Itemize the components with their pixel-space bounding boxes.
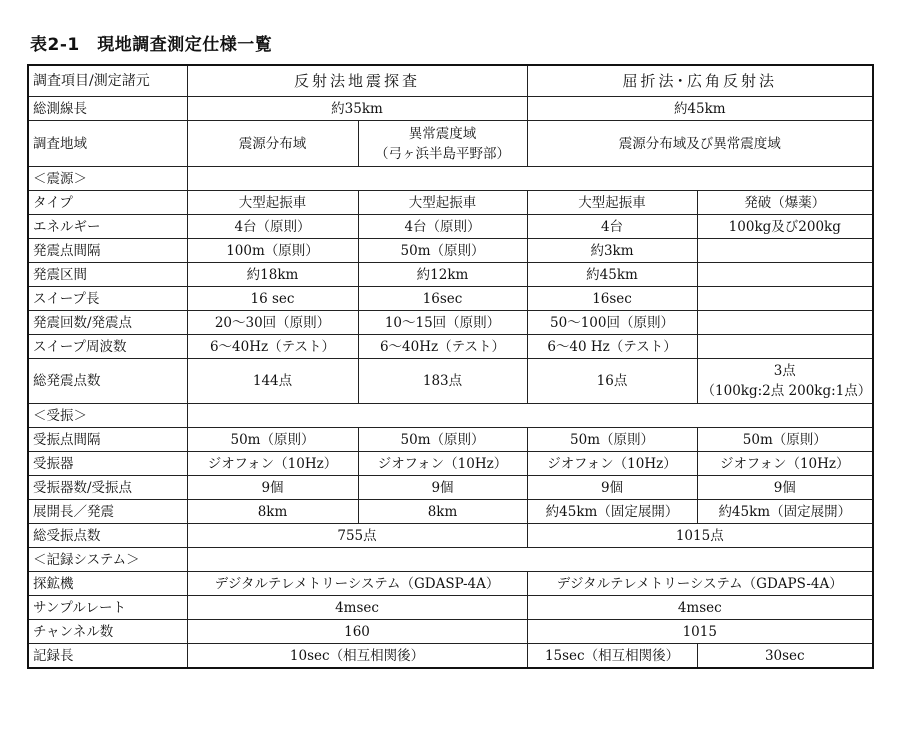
cell (697, 359, 873, 404)
section-row (28, 167, 873, 191)
cell-line: （100kg:2点 200kg:1点） (701, 383, 872, 399)
table-row (28, 500, 873, 524)
cell (697, 263, 873, 287)
cell: 16点 (527, 359, 697, 404)
section-label-receiver: ＜受振＞ (28, 404, 187, 428)
cell: 4台 (527, 215, 697, 239)
section-label-recording: ＜記録システム＞ (28, 548, 187, 572)
cell-line: 異常震度域 (408, 125, 477, 142)
section-label-source: ＜震源＞ (28, 167, 187, 191)
cell: 6～40Hz（テスト） (358, 335, 527, 359)
cell: 約45km（固定展開） (697, 500, 873, 524)
cell: 16 sec (187, 287, 358, 311)
row-label: 展開長／発震 (28, 500, 187, 524)
cell: 16sec (358, 287, 527, 311)
cell: 4台（原則） (358, 215, 527, 239)
cell: 20～30回（原則） (187, 311, 358, 335)
cell: 約35km (187, 97, 527, 121)
row-label: 発震区間 (28, 263, 187, 287)
table-row (28, 359, 873, 404)
cell: 50m（原則） (358, 239, 527, 263)
cell: 約18km (187, 263, 358, 287)
table-row (28, 287, 873, 311)
table-row (28, 311, 873, 335)
cell: 160 (187, 620, 527, 644)
table-row (28, 263, 873, 287)
cell: 約3km (527, 239, 697, 263)
row-label: 受振器 (28, 452, 187, 476)
cell: 6～40 Hz（テスト） (527, 335, 697, 359)
row-label: 総受振点数 (28, 524, 187, 548)
table-row (28, 620, 873, 644)
cell (187, 167, 873, 191)
row-label: サンプルレート (28, 596, 187, 620)
cell-line: 3点 (773, 363, 796, 379)
table-row (28, 524, 873, 548)
cell: ジオフォン（10Hz） (697, 452, 873, 476)
cell: 約45km（固定展開） (527, 500, 697, 524)
cell: 震源分布域 (187, 121, 358, 167)
cell: 震源分布域及び異常震度域 (527, 121, 873, 167)
cell: 約45km (527, 263, 697, 287)
cell: デジタルテレメトリーシステム（GDAPS-4A） (527, 572, 873, 596)
cell: 1015点 (527, 524, 873, 548)
cell: 50m（原則） (358, 428, 527, 452)
cell: 4msec (527, 596, 873, 620)
table-row (28, 452, 873, 476)
row-label: 探鉱機 (28, 572, 187, 596)
cell (697, 287, 873, 311)
cell: 9個 (358, 476, 527, 500)
row-label: 発震回数/発震点 (28, 311, 187, 335)
row-label: エネルギー (28, 215, 187, 239)
cell: 10sec（相互相関後） (187, 644, 527, 669)
cell: 50～100回（原則） (527, 311, 697, 335)
cell: 約12km (358, 263, 527, 287)
section-row (28, 548, 873, 572)
cell: 大型起振車 (187, 191, 358, 215)
cell (187, 548, 873, 572)
row-label: 受振点間隔 (28, 428, 187, 452)
cell: 100m（原則） (187, 239, 358, 263)
cell: 発破（爆薬） (697, 191, 873, 215)
cell: 大型起振車 (358, 191, 527, 215)
cell: 144点 (187, 359, 358, 404)
row-label: 発震点間隔 (28, 239, 187, 263)
cell: 30sec (697, 644, 873, 669)
table-row (28, 191, 873, 215)
cell: 約45km (527, 97, 873, 121)
cell (697, 335, 873, 359)
cell: デジタルテレメトリーシステム（GDASP-4A） (187, 572, 527, 596)
cell: 8km (187, 500, 358, 524)
row-label: 調査地域 (28, 121, 187, 167)
row-label: チャンネル数 (28, 620, 187, 644)
table-row (28, 215, 873, 239)
section-row (28, 404, 873, 428)
row-label: スイープ周波数 (28, 335, 187, 359)
table-caption: 表2-1 現地調査測定仕様一覧 (30, 35, 273, 55)
table-row (28, 239, 873, 263)
cell: ジオフォン（10Hz） (187, 452, 358, 476)
header-row (28, 65, 873, 97)
table-row (28, 335, 873, 359)
header-refraction: 屈折法･広角反射法 (527, 65, 873, 97)
row-label: スイープ長 (28, 287, 187, 311)
cell: 9個 (697, 476, 873, 500)
table-row (28, 644, 873, 669)
cell: 4台（原則） (187, 215, 358, 239)
row-label: 受振器数/受振点 (28, 476, 187, 500)
cell: 755点 (187, 524, 527, 548)
row-label: 総発震点数 (28, 359, 187, 404)
cell: 183点 (358, 359, 527, 404)
cell: 50m（原則） (697, 428, 873, 452)
cell: 6～40Hz（テスト） (187, 335, 358, 359)
cell: ジオフォン（10Hz） (527, 452, 697, 476)
table-row (28, 428, 873, 452)
table-row (28, 476, 873, 500)
cell: 大型起振車 (527, 191, 697, 215)
cell: 15sec（相互相関後） (527, 644, 697, 669)
row-label: 記録長 (28, 644, 187, 669)
spec-table (27, 64, 874, 669)
table-row (28, 121, 873, 167)
table-row (28, 97, 873, 121)
cell: 10～15回（原則） (358, 311, 527, 335)
table-row (28, 572, 873, 596)
cell: 9個 (187, 476, 358, 500)
header-reflection: 反射法地震探査 (187, 65, 527, 97)
header-label: 調査項目/測定諸元 (28, 65, 187, 97)
table-row (28, 596, 873, 620)
cell (697, 239, 873, 263)
cell: 1015 (527, 620, 873, 644)
cell: 50m（原則） (527, 428, 697, 452)
cell: 100kg及び200kg (697, 215, 873, 239)
cell: 4msec (187, 596, 527, 620)
cell: 9個 (527, 476, 697, 500)
cell: 8km (358, 500, 527, 524)
cell: 50m（原則） (187, 428, 358, 452)
row-label: タイプ (28, 191, 187, 215)
cell (187, 404, 873, 428)
cell (697, 311, 873, 335)
cell (358, 121, 527, 167)
row-label: 総測線長 (28, 97, 187, 121)
cell-line: （弓ヶ浜半島平野部） (375, 145, 510, 162)
cell: ジオフォン（10Hz） (358, 452, 527, 476)
cell: 16sec (527, 287, 697, 311)
